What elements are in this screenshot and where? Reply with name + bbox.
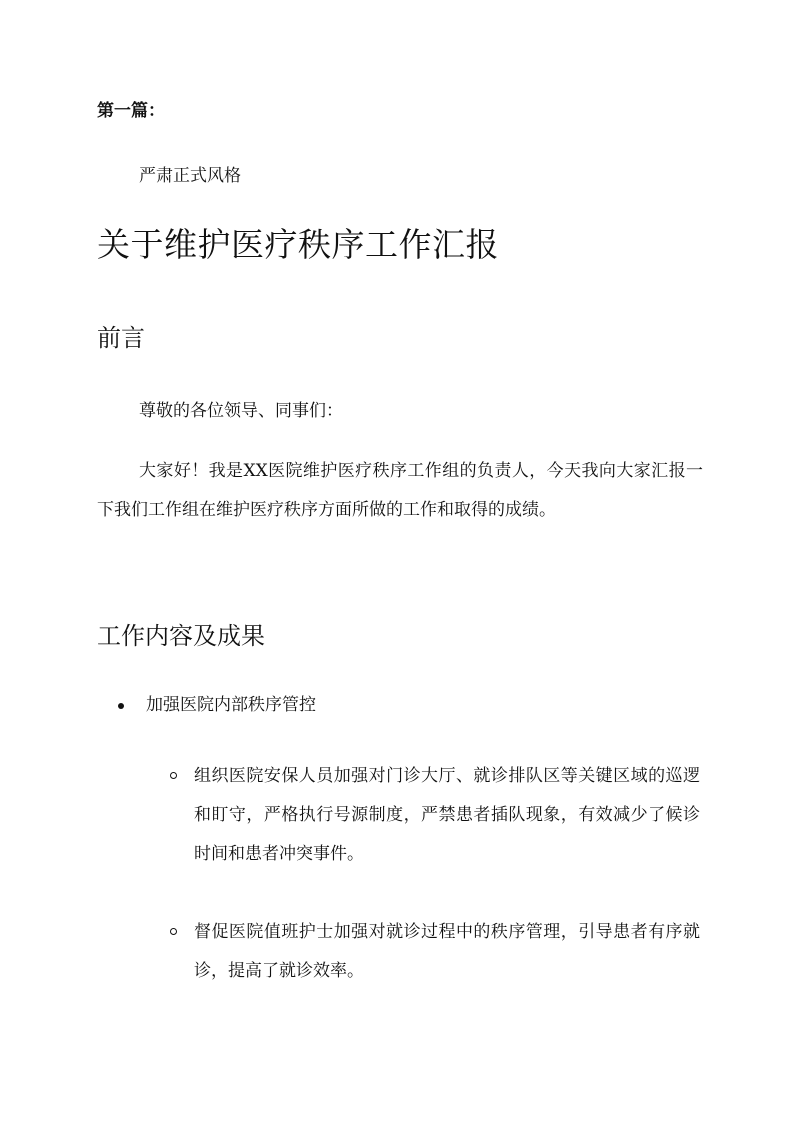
document-title: 关于维护医疗秩序工作汇报: [97, 225, 499, 264]
section-heading-work: 工作内容及成果: [97, 622, 265, 650]
part-label: 第一篇：: [97, 101, 165, 121]
sub-list-item-text: 督促医院值班护士加强对就诊过程中的秩序管理，引导患者有序就诊，提高了就诊效率。: [194, 922, 700, 981]
bullet-item-label: 加强医院内部秩序管控: [146, 695, 316, 715]
circle-bullet-icon: [170, 928, 177, 935]
section-heading-foreword: 前言: [97, 324, 145, 352]
style-label: 严肃正式风格: [139, 166, 241, 186]
circle-bullet-icon: [170, 772, 177, 779]
sub-list-item-text: 组织医院安保人员加强对门诊大厅、就诊排队区等关键区域的巡逻和盯守，严格执行号源制度，严禁患者插队现象，有效减少了候诊时间和患者冲突事件。: [194, 766, 700, 864]
greeting-line: 尊敬的各位领导、同事们：: [139, 401, 343, 421]
intro-paragraph: 大家好！我是XX医院维护医疗秩序工作组的负责人，今天我向大家汇报一下我们工作组在维护医疗秩序方面所做的工作和取得的成绩。: [97, 461, 703, 520]
bullet-dot-icon: [118, 703, 124, 709]
